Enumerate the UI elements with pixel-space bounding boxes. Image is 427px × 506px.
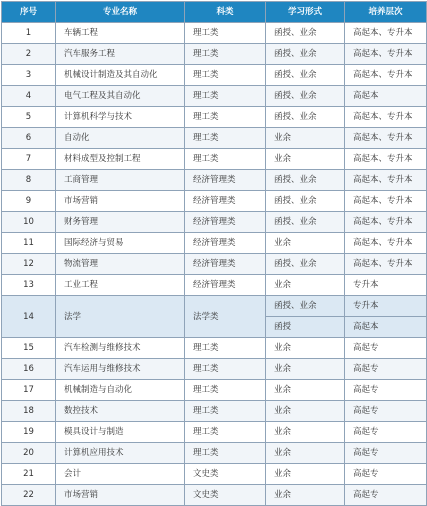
study-form: 函授、业余 — [266, 254, 345, 275]
training-level: 高起本、专升本 — [345, 149, 427, 170]
training-level: 高起本、专升本 — [345, 191, 427, 212]
training-level: 高起专 — [345, 359, 427, 380]
study-form: 函授 — [266, 317, 345, 338]
majors-table — [1, 1, 427, 506]
category: 文史类 — [185, 464, 266, 485]
study-form: 业余 — [266, 401, 345, 422]
study-form: 函授、业余 — [266, 44, 345, 65]
study-form: 业余 — [266, 128, 345, 149]
major-name: 计算机科学与技术 — [56, 107, 185, 128]
major-name: 会计 — [56, 464, 185, 485]
category: 理工类 — [185, 422, 266, 443]
table-row — [2, 485, 427, 506]
training-level: 高起本、专升本 — [345, 233, 427, 254]
row-number: 9 — [2, 191, 56, 212]
major-name: 工商管理 — [56, 170, 185, 191]
major-name: 物流管理 — [56, 254, 185, 275]
row-number: 7 — [2, 149, 56, 170]
row-number: 2 — [2, 44, 56, 65]
header-study-form: 学习形式 — [266, 2, 345, 23]
study-form: 函授、业余 — [266, 86, 345, 107]
category: 经济管理类 — [185, 212, 266, 233]
major-name: 材料成型及控制工程 — [56, 149, 185, 170]
study-form: 函授、业余 — [266, 296, 345, 317]
table-row — [2, 128, 427, 149]
category: 法学类 — [185, 296, 266, 338]
table-body — [2, 23, 427, 506]
major-name: 汽车运用与维修技术 — [56, 359, 185, 380]
major-name: 汽车检测与维修技术 — [56, 338, 185, 359]
study-form: 函授、业余 — [266, 212, 345, 233]
training-level: 高起本、专升本 — [345, 128, 427, 149]
table-row — [2, 296, 427, 317]
row-number: 5 — [2, 107, 56, 128]
training-level: 高起专 — [345, 485, 427, 506]
study-form: 函授、业余 — [266, 65, 345, 86]
category: 理工类 — [185, 401, 266, 422]
category: 理工类 — [185, 128, 266, 149]
category: 理工类 — [185, 380, 266, 401]
table-row — [2, 359, 427, 380]
training-level: 高起专 — [345, 443, 427, 464]
category: 经济管理类 — [185, 191, 266, 212]
training-level: 高起本、专升本 — [345, 170, 427, 191]
row-number: 6 — [2, 128, 56, 149]
major-name: 国际经济与贸易 — [56, 233, 185, 254]
major-name: 市场营销 — [56, 485, 185, 506]
category: 文史类 — [185, 485, 266, 506]
row-number: 11 — [2, 233, 56, 254]
major-name: 机械制造与自动化 — [56, 380, 185, 401]
table-row — [2, 464, 427, 485]
major-name: 模具设计与制造 — [56, 422, 185, 443]
study-form: 业余 — [266, 359, 345, 380]
header-level: 培养层次 — [345, 2, 427, 23]
major-name: 汽车服务工程 — [56, 44, 185, 65]
training-level: 高起本、专升本 — [345, 44, 427, 65]
category: 理工类 — [185, 23, 266, 44]
table-row — [2, 44, 427, 65]
category: 理工类 — [185, 107, 266, 128]
training-level: 高起本 — [345, 86, 427, 107]
row-number: 10 — [2, 212, 56, 233]
header-row — [2, 2, 427, 23]
study-form: 业余 — [266, 422, 345, 443]
category: 理工类 — [185, 443, 266, 464]
category: 理工类 — [185, 338, 266, 359]
category: 理工类 — [185, 65, 266, 86]
table-row — [2, 380, 427, 401]
major-name: 法学 — [56, 296, 185, 338]
table-row — [2, 86, 427, 107]
row-number: 21 — [2, 464, 56, 485]
category: 理工类 — [185, 86, 266, 107]
row-number: 3 — [2, 65, 56, 86]
table-row — [2, 149, 427, 170]
row-number: 18 — [2, 401, 56, 422]
row-number: 17 — [2, 380, 56, 401]
major-name: 数控技术 — [56, 401, 185, 422]
category: 经济管理类 — [185, 170, 266, 191]
training-level: 高起专 — [345, 401, 427, 422]
table-row — [2, 191, 427, 212]
row-number: 20 — [2, 443, 56, 464]
training-level: 高起专 — [345, 380, 427, 401]
study-form: 函授、业余 — [266, 191, 345, 212]
major-name: 自动化 — [56, 128, 185, 149]
training-level: 高起专 — [345, 464, 427, 485]
study-form: 函授、业余 — [266, 23, 345, 44]
training-level: 高起本、专升本 — [345, 65, 427, 86]
header-major-name: 专业名称 — [56, 2, 185, 23]
category: 经济管理类 — [185, 254, 266, 275]
header-category: 科类 — [185, 2, 266, 23]
table-row — [2, 338, 427, 359]
row-number: 1 — [2, 23, 56, 44]
major-name: 计算机应用技术 — [56, 443, 185, 464]
table-row — [2, 254, 427, 275]
category: 理工类 — [185, 359, 266, 380]
study-form: 业余 — [266, 464, 345, 485]
study-form: 业余 — [266, 338, 345, 359]
row-number: 8 — [2, 170, 56, 191]
category: 经济管理类 — [185, 233, 266, 254]
study-form: 业余 — [266, 149, 345, 170]
row-number: 19 — [2, 422, 56, 443]
row-number: 16 — [2, 359, 56, 380]
study-form: 业余 — [266, 443, 345, 464]
study-form: 业余 — [266, 233, 345, 254]
major-name: 车辆工程 — [56, 23, 185, 44]
row-number: 22 — [2, 485, 56, 506]
training-level: 高起本、专升本 — [345, 254, 427, 275]
table-row — [2, 107, 427, 128]
training-level: 高起专 — [345, 338, 427, 359]
category: 经济管理类 — [185, 275, 266, 296]
training-level: 专升本 — [345, 296, 427, 317]
major-name: 财务管理 — [56, 212, 185, 233]
table-row — [2, 212, 427, 233]
training-level: 高起本、专升本 — [345, 212, 427, 233]
table-row — [2, 23, 427, 44]
table-row — [2, 233, 427, 254]
header-no: 序号 — [2, 2, 56, 23]
category: 理工类 — [185, 149, 266, 170]
training-level: 高起专 — [345, 422, 427, 443]
major-name: 市场营销 — [56, 191, 185, 212]
table-row — [2, 275, 427, 296]
row-number: 12 — [2, 254, 56, 275]
training-level: 高起本 — [345, 317, 427, 338]
row-number: 4 — [2, 86, 56, 107]
study-form: 函授、业余 — [266, 170, 345, 191]
table-row — [2, 401, 427, 422]
row-number: 15 — [2, 338, 56, 359]
table-row — [2, 443, 427, 464]
study-form: 业余 — [266, 380, 345, 401]
training-level: 高起本、专升本 — [345, 107, 427, 128]
table-row — [2, 422, 427, 443]
major-name: 机械设计制造及其自动化 — [56, 65, 185, 86]
table-row — [2, 65, 427, 86]
category: 理工类 — [185, 44, 266, 65]
major-name: 工业工程 — [56, 275, 185, 296]
study-form: 业余 — [266, 485, 345, 506]
study-form: 函授、业余 — [266, 107, 345, 128]
major-name: 电气工程及其自动化 — [56, 86, 185, 107]
study-form: 业余 — [266, 275, 345, 296]
row-number: 13 — [2, 275, 56, 296]
training-level: 高起本、专升本 — [345, 23, 427, 44]
row-number: 14 — [2, 296, 56, 338]
table-row — [2, 170, 427, 191]
training-level: 专升本 — [345, 275, 427, 296]
